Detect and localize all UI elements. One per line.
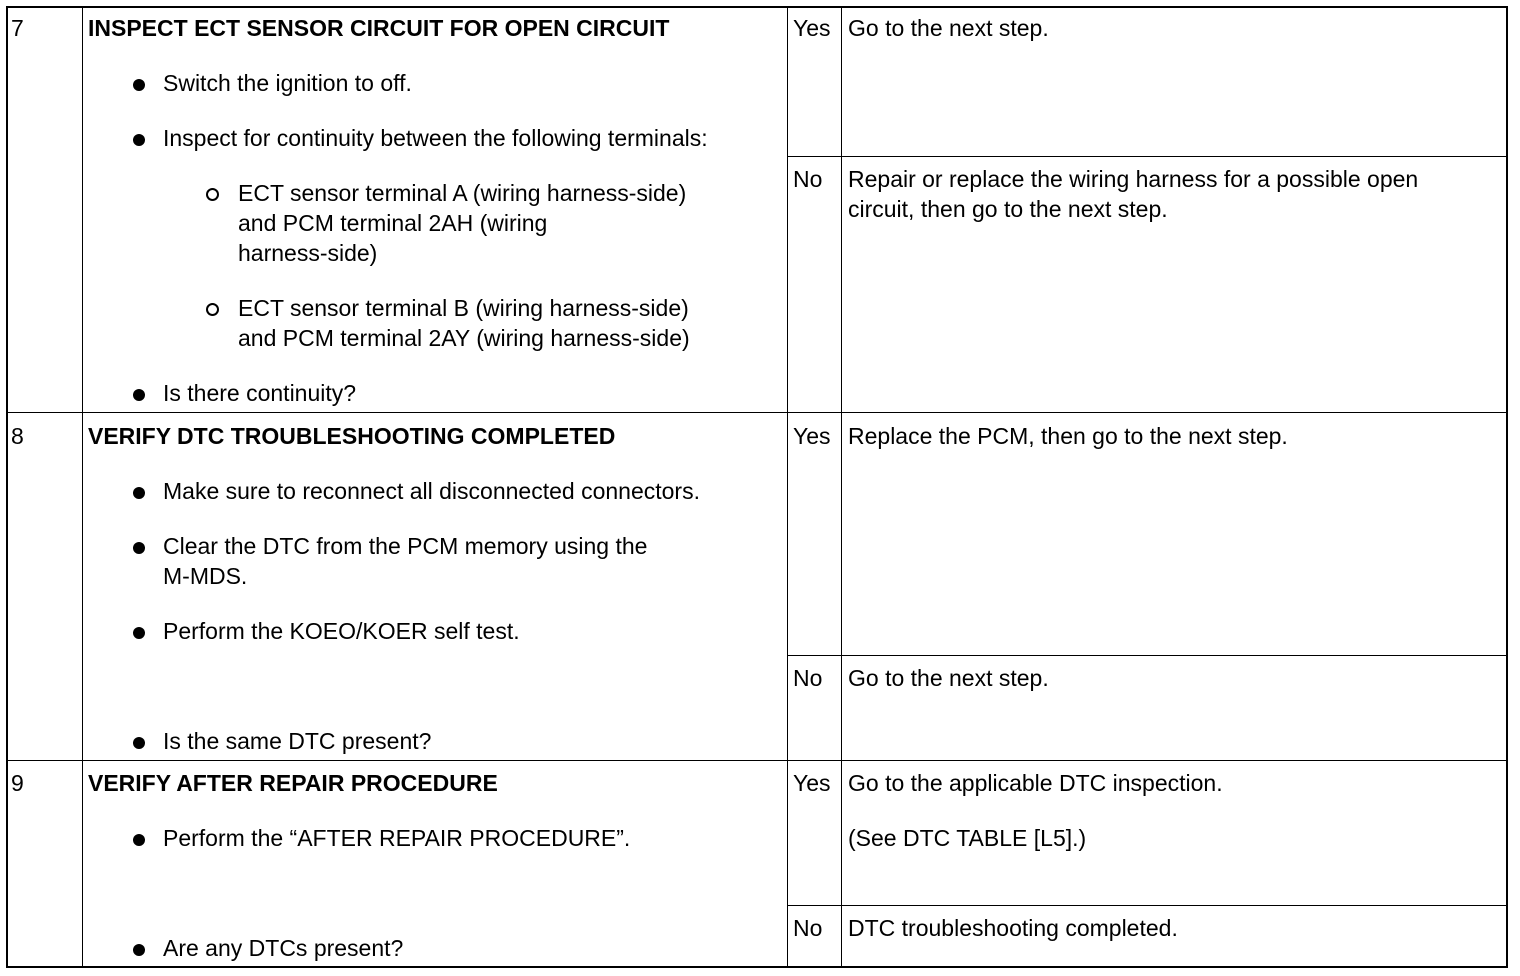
no-action: DTC troubleshooting completed. xyxy=(848,915,1178,941)
troubleshooting-table xyxy=(6,6,1508,968)
bullet-icon xyxy=(133,487,145,499)
bullet-text: Clear the DTC from the PCM memory using the xyxy=(163,533,648,559)
bullet-icon xyxy=(133,737,145,749)
bullet-text: M-MDS. xyxy=(163,563,248,589)
yes-action: Go to the applicable DTC inspection. xyxy=(848,770,1223,796)
sub-bullet-text: ECT sensor terminal B (wiring harness-side) xyxy=(238,295,689,321)
column-divider xyxy=(841,8,842,966)
column-divider xyxy=(82,8,83,966)
step-number: 8 xyxy=(11,423,24,449)
bullet-text: Make sure to reconnect all disconnected connectors. xyxy=(163,478,700,504)
step-title: INSPECT ECT SENSOR CIRCUIT FOR OPEN CIRCUIT xyxy=(88,15,670,41)
yes-no-divider xyxy=(787,156,1506,157)
step-title: VERIFY AFTER REPAIR PROCEDURE xyxy=(88,770,498,796)
bullet-icon xyxy=(133,834,145,846)
bullet-text: Perform the “AFTER REPAIR PROCEDURE”. xyxy=(163,825,631,851)
bullet-text: Is the same DTC present? xyxy=(163,728,432,754)
no-action: Repair or replace the wiring harness for a possible open xyxy=(848,166,1419,192)
bullet-icon xyxy=(133,627,145,639)
bullet-text: Inspect for continuity between the following terminals: xyxy=(163,125,708,151)
column-divider xyxy=(787,8,788,966)
yes-label: Yes xyxy=(793,423,831,449)
bullet-icon xyxy=(133,542,145,554)
row-divider xyxy=(8,412,1506,413)
yes-label: Yes xyxy=(793,15,831,41)
sub-bullet-icon xyxy=(206,188,219,201)
bullet-text: Perform the KOEO/KOER self test. xyxy=(163,618,520,644)
sub-bullet-text: and PCM terminal 2AY (wiring harness-side) xyxy=(238,325,690,351)
row-divider xyxy=(8,760,1506,761)
bullet-icon xyxy=(133,134,145,146)
bullet-icon xyxy=(133,389,145,401)
step-number: 9 xyxy=(11,770,24,796)
yes-no-divider xyxy=(787,905,1506,906)
no-label: No xyxy=(793,665,823,691)
sub-bullet-text: and PCM terminal 2AH (wiring xyxy=(238,210,548,236)
yes-action: Go to the next step. xyxy=(848,15,1049,41)
yes-action: (See DTC TABLE [L5].) xyxy=(848,825,1087,851)
sub-bullet-text: ECT sensor terminal A (wiring harness-side) xyxy=(238,180,687,206)
yes-no-divider xyxy=(787,655,1506,656)
bullet-icon xyxy=(133,79,145,91)
step-number: 7 xyxy=(11,15,24,41)
step-title: VERIFY DTC TROUBLESHOOTING COMPLETED xyxy=(88,423,616,449)
bullet-icon xyxy=(133,944,145,956)
no-label: No xyxy=(793,915,823,941)
no-action: circuit, then go to the next step. xyxy=(848,196,1168,222)
no-action: Go to the next step. xyxy=(848,665,1049,691)
sub-bullet-icon xyxy=(206,303,219,316)
yes-action: Replace the PCM, then go to the next step. xyxy=(848,423,1288,449)
bullet-text: Are any DTCs present? xyxy=(163,935,404,961)
no-label: No xyxy=(793,166,823,192)
sub-bullet-text: harness-side) xyxy=(238,240,378,266)
yes-label: Yes xyxy=(793,770,831,796)
bullet-text: Switch the ignition to off. xyxy=(163,70,412,96)
bullet-text: Is there continuity? xyxy=(163,380,357,406)
